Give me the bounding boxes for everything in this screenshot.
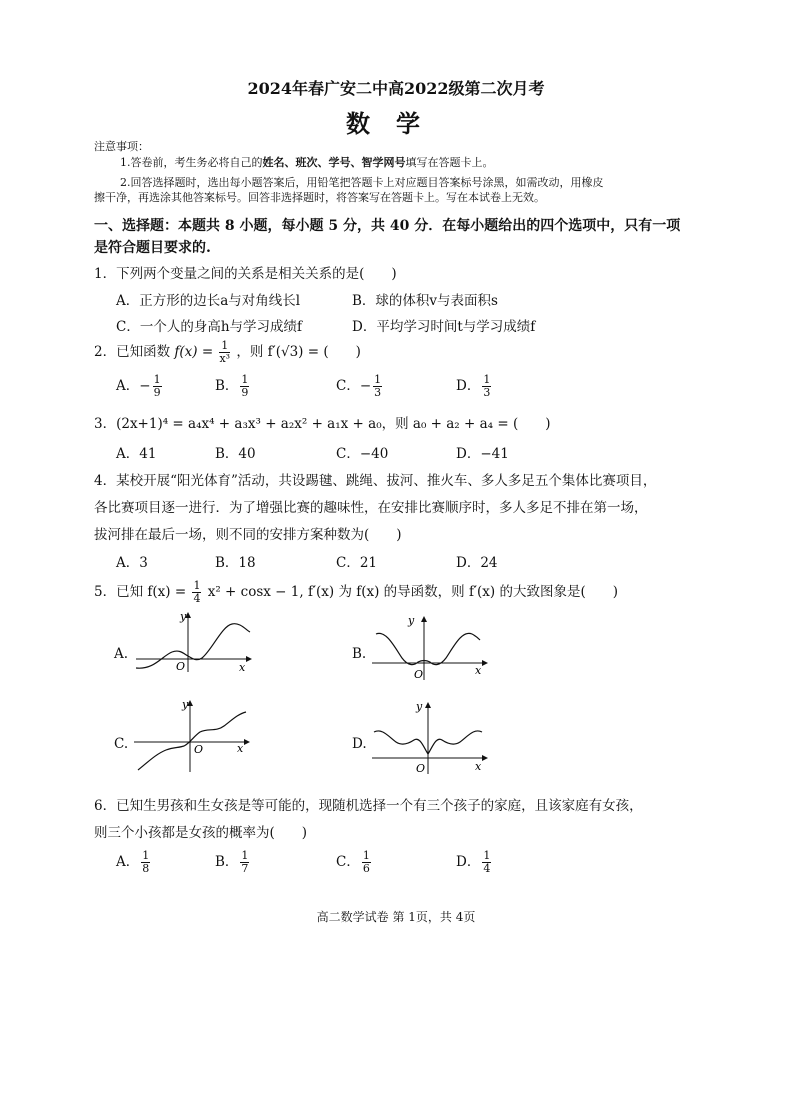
graph-c-x-label: x [237,742,244,755]
graph-d-y-label: y [416,702,423,713]
q2-option-b-label: B． [215,378,239,394]
q2-option-b-fraction [240,374,249,399]
q6-option-d [456,850,493,875]
q2-option-a-fraction [153,374,162,399]
q5-stem-fraction [192,580,201,605]
q6-option-a [116,850,152,875]
graph-c-curve [138,712,246,770]
q6-option-a-label: A． [116,854,140,870]
graph-d-x-arrow [482,755,488,761]
q2-option-b [215,374,251,399]
graph-b-x-arrow [482,660,488,666]
q5-frac-den: 4 [193,592,201,605]
q2-d-num: 1 [483,373,491,386]
q2-stem [94,340,361,365]
q6-option-b [215,850,251,875]
q2-b-num: 1 [241,373,249,386]
q6-c-den: 6 [362,862,370,875]
graph-a-y-label: y [180,612,187,623]
notice-item-1-bold: 姓名、班次、学号、智学网号 [262,156,406,169]
q6-d-num: 1 [483,849,491,862]
q2-option-d-fraction [482,374,491,399]
q5-graph-c [134,700,254,772]
q1-option-a: A．正方形的边长a与对角线长l [116,293,301,309]
q3-option-a: A．41 [116,446,157,462]
q6-option-b-fraction [240,850,249,875]
q3-option-b: B．40 [215,446,256,462]
q6-b-num: 1 [241,849,249,862]
q6-b-den: 7 [241,862,249,875]
q1-option-d: D．平均学习时间t与学习成绩f [352,319,536,335]
q6-d-den: 4 [483,862,491,875]
q2-option-a [116,374,164,399]
q2-stem-fx: f(x) = [174,344,214,360]
graph-b-y-label: y [408,616,415,627]
q1-option-b: B．球的体积v与表面积s [352,293,498,309]
notice-item-2-line-1: 2.回答选择题时，选出每小题答案后，用铅笔把答题卡上对应题目答案标号涂黑，如需改动，用橡皮 [120,176,604,189]
q2-stem-pre: 2．已知函数 [94,344,171,360]
q3-option-c: C．−40 [336,446,389,462]
graph-d-x-label: x [475,760,482,773]
q4-option-b: B．18 [215,555,256,571]
graph-c-y-label: y [182,700,189,711]
graph-d-origin-label: O [416,762,426,774]
q6-option-c [336,850,373,875]
q6-line-2: 则三个小孩都是女孩的概率为( ) [94,825,308,841]
q6-a-den: 8 [142,862,150,875]
graph-c-origin-label: O [194,743,204,756]
q4-option-c: C．21 [336,555,378,571]
graph-a-curve [136,624,250,669]
q5-graph-d [372,702,492,774]
q6-option-d-label: D． [456,854,481,870]
q4-line-2: 各比赛项目逐一进行．为了增强比赛的趣味性，在安排比赛顺序时，多人多足不排在第一场， [94,500,648,516]
q5-frac-num: 1 [193,579,201,592]
q2-option-c-label: C．− [336,378,372,394]
q1-option-c: C．一个人的身高h与学习成绩f [116,319,303,335]
page-footer: 高二数学试卷 第 1页，共 4页 [316,910,476,924]
graph-b-origin-label: O [414,668,424,680]
q2-a-num: 1 [153,373,161,386]
q2-option-a-label: A．− [116,378,151,394]
q2-c-num: 1 [374,373,382,386]
graph-a-x-label: x [239,661,246,672]
q5-option-a-label: A. [114,646,129,662]
q6-line-1: 6．已知生男孩和生女孩是等可能的，现随机选择一个有三个孩子的家庭，且该家庭有女孩， [94,798,643,814]
q5-option-b-label: B. [352,646,367,662]
q2-stem-fraction [219,340,230,365]
q6-option-c-fraction [362,850,371,875]
q2-option-c [336,374,384,399]
graph-a-origin-label: O [176,660,186,672]
graph-b-curve [376,633,480,664]
graph-b-y-arrow [421,616,427,622]
subject-title: 数学 [346,109,446,138]
q2-stem-post: ，则 f′(√3) = ( ) [236,344,361,360]
q6-option-b-label: B． [215,854,239,870]
graph-a-x-arrow [246,656,252,662]
notice-item-2-line-2: 擦干净，再选涂其他答案标号。回答非选择题时，将答案写在答题卡上。写在本试卷上无效。 [94,191,545,204]
q3-option-d: D．−41 [456,446,509,462]
section-heading-line-2: 是符合题目要求的. [94,240,211,256]
section-heading-line-1: 一、选择题：本题共 8 小题，每小题 5 分，共 40 分．在每小题给出的四个选项中，只有一项 [94,218,681,234]
q6-option-d-fraction [482,850,491,875]
graph-b-x-label: x [475,664,482,677]
q1-stem: 1．下列两个变量之间的关系是相关关系的是( ) [94,266,397,282]
q4-option-d: D．24 [456,555,498,571]
q2-option-d-label: D． [456,378,481,394]
q3-stem: 3．(2x+1)⁴ = a₄x⁴ + a₃x³ + a₂x² + a₁x + a₀，则 a₀ + a₂ + a₄ = ( ) [94,416,551,432]
q5-stem-pre: 5．已知 f(x) = [94,584,187,600]
q5-stem-post: x² + cosx − 1, f′(x) 为 f(x) 的导函数，则 f′(x) 的大致图象是( ) [207,584,619,600]
q2-option-d [456,374,493,399]
q5-graph-a [136,612,256,672]
q2-c-den: 3 [374,386,382,399]
graph-d-y-arrow [425,702,431,708]
q2-a-den: 9 [153,386,161,399]
q5-stem [94,580,618,605]
q6-option-c-label: C． [336,854,360,870]
q6-a-num: 1 [142,849,150,862]
q6-c-num: 1 [362,849,370,862]
notice-item-1-pre: 1.答卷前，考生务必将自己的 [120,156,263,169]
q2-option-c-fraction [373,374,382,399]
q2-d-den: 3 [483,386,491,399]
notice-item-1 [120,154,494,170]
q5-option-d-label: D. [352,736,367,752]
q2-stem-frac-den: x³ [219,352,231,365]
q6-option-a-fraction [141,850,150,875]
exam-title: 2024年春广安二中高2022级第二次月考 [247,79,545,98]
notice-item-1-post: 填写在答题卡上。 [405,156,494,169]
q5-option-c-label: C. [114,736,129,752]
q4-option-a: A．3 [116,555,148,571]
graph-c-x-arrow [244,739,250,745]
q2-b-den: 9 [241,386,249,399]
q4-line-3: 拔河排在最后一场，则不同的安排方案种数为( ) [94,527,402,543]
q5-graph-b [372,616,492,680]
q4-line-1: 4．某校开展“阳光体育”活动，共设踢毽、跳绳、拔河、推火车、多人多足五个集体比赛项目， [94,473,657,489]
notice-heading: 注意事项： [94,140,149,153]
q2-stem-frac-num: 1 [221,339,229,352]
